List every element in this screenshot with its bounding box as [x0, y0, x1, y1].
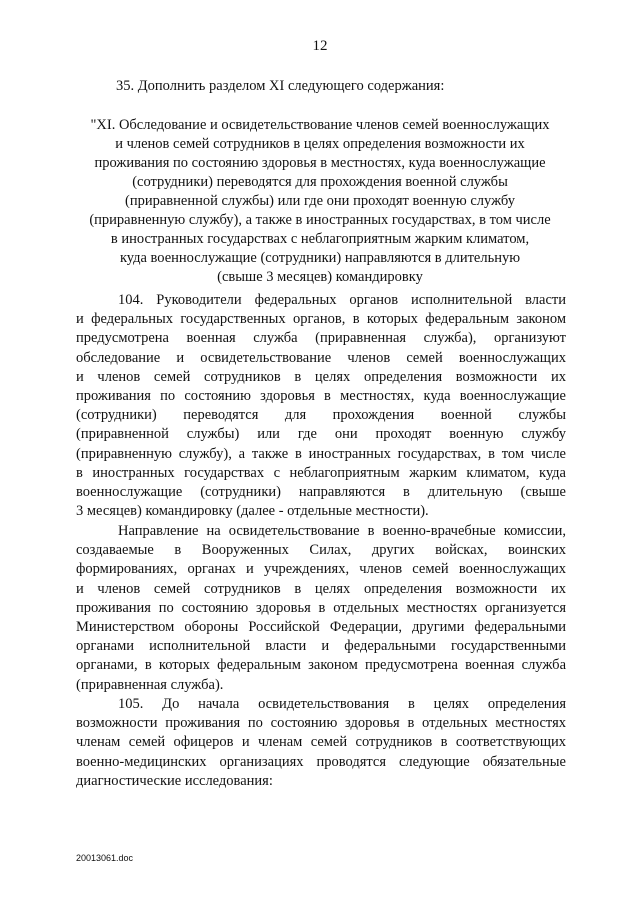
- paragraph-line: Министерством обороны Российской Федерации, другими федеральными: [76, 619, 566, 636]
- paragraph-line: и членов семей сотрудников в целях определения возможности их: [76, 368, 566, 385]
- paragraph-line: (сотрудники) переводятся для прохождения военной службы: [76, 407, 566, 424]
- page-number: 12: [312, 38, 328, 54]
- paragraph-direction: [76, 522, 566, 695]
- paragraph-105: [76, 695, 566, 791]
- paragraph-line: (приравненная служба).: [76, 676, 224, 693]
- paragraph-line: и федеральных государственных органов, в которых федеральным законом: [76, 311, 566, 328]
- paragraph-line: органами исполнительной власти и федеральными государственными: [76, 638, 566, 655]
- paragraph-line: обследование и освидетельствование членов семей военнослужащих: [76, 349, 566, 366]
- section-title-line: (приравненной службы) или где они проходят военную службу: [125, 193, 515, 209]
- footer-filename: 20013061.doc: [76, 853, 134, 863]
- section-title-line: и членов семей сотрудников в целях определения возможности их: [115, 136, 525, 152]
- paragraph-line: органами, в которых федеральным законом предусмотрена военная служба: [76, 657, 566, 674]
- section-title-line: (приравненную службу), а также в иностранных государствах, в том числе: [89, 212, 551, 228]
- paragraph-line: 3 месяцев) командировку (далее - отдельные местности).: [76, 503, 429, 520]
- section-title-line: куда военнослужащие (сотрудники) направляются в длительную: [119, 250, 521, 266]
- paragraph-line: (приравненной службы) или где они проходят военную службу: [76, 426, 566, 443]
- paragraph-line: возможности проживания по состоянию здоровья в отдельных местностях: [76, 715, 566, 732]
- paragraph-line: формированиях, органах и учреждениях, членов семей военнослужащих: [76, 561, 566, 578]
- paragraph-line: и членов семей сотрудников в целях определения возможности их: [76, 580, 566, 597]
- section-title-line: проживания по состоянию здоровья в местностях, куда военнослужащие: [94, 155, 546, 171]
- section-title: [74, 116, 566, 287]
- paragraph-line: в иностранных государствах с неблагоприятным жарким климатом, куда: [76, 464, 566, 481]
- section-title-line: (свыше 3 месяцев) командировку: [217, 269, 423, 285]
- paragraph-line: проживания по состоянию здоровья в отдельных местностях организуется: [76, 599, 566, 616]
- paragraph-line: членам семей офицеров и членам семей сотрудников в соответствующих: [76, 734, 566, 751]
- paragraph-line: создаваемые в Вооруженных Силах, других войсках, воинских: [76, 542, 566, 559]
- paragraph-line: военно-медицинских организациях проводятся следующие обязательные: [76, 753, 566, 770]
- amendment-intro: 35. Дополнить разделом XI следующего содержания:: [116, 78, 445, 94]
- paragraph-line: диагностические исследования:: [76, 772, 273, 789]
- paragraph-line: (приравненную службу), а также в иностранных государствах, в том числе: [76, 445, 566, 462]
- section-title-line: "XI. Обследование и освидетельствование членов семей военнослужащих: [90, 117, 550, 133]
- paragraph-line: 104. Руководители федеральных органов исполнительной власти: [118, 292, 566, 308]
- paragraph-line: военнослужащие (сотрудники) направляются в длительную (свыше: [76, 484, 566, 501]
- paragraph-line: 105. До начала освидетельствования в целях определения: [118, 696, 566, 712]
- paragraph-line: Направление на освидетельствование в военно-врачебные комиссии,: [118, 523, 566, 539]
- paragraph-line: предусмотрена военная служба (приравненная служба), организуют: [76, 330, 566, 347]
- section-title-line: в иностранных государствах с неблагоприятным жарким климатом,: [110, 231, 530, 247]
- paragraph-line: проживания по состоянию здоровья в местностях, куда военнослужащие: [76, 388, 566, 405]
- paragraph-104: [76, 291, 566, 521]
- section-title-line: (сотрудники) переводятся для прохождения военной службы: [132, 174, 508, 190]
